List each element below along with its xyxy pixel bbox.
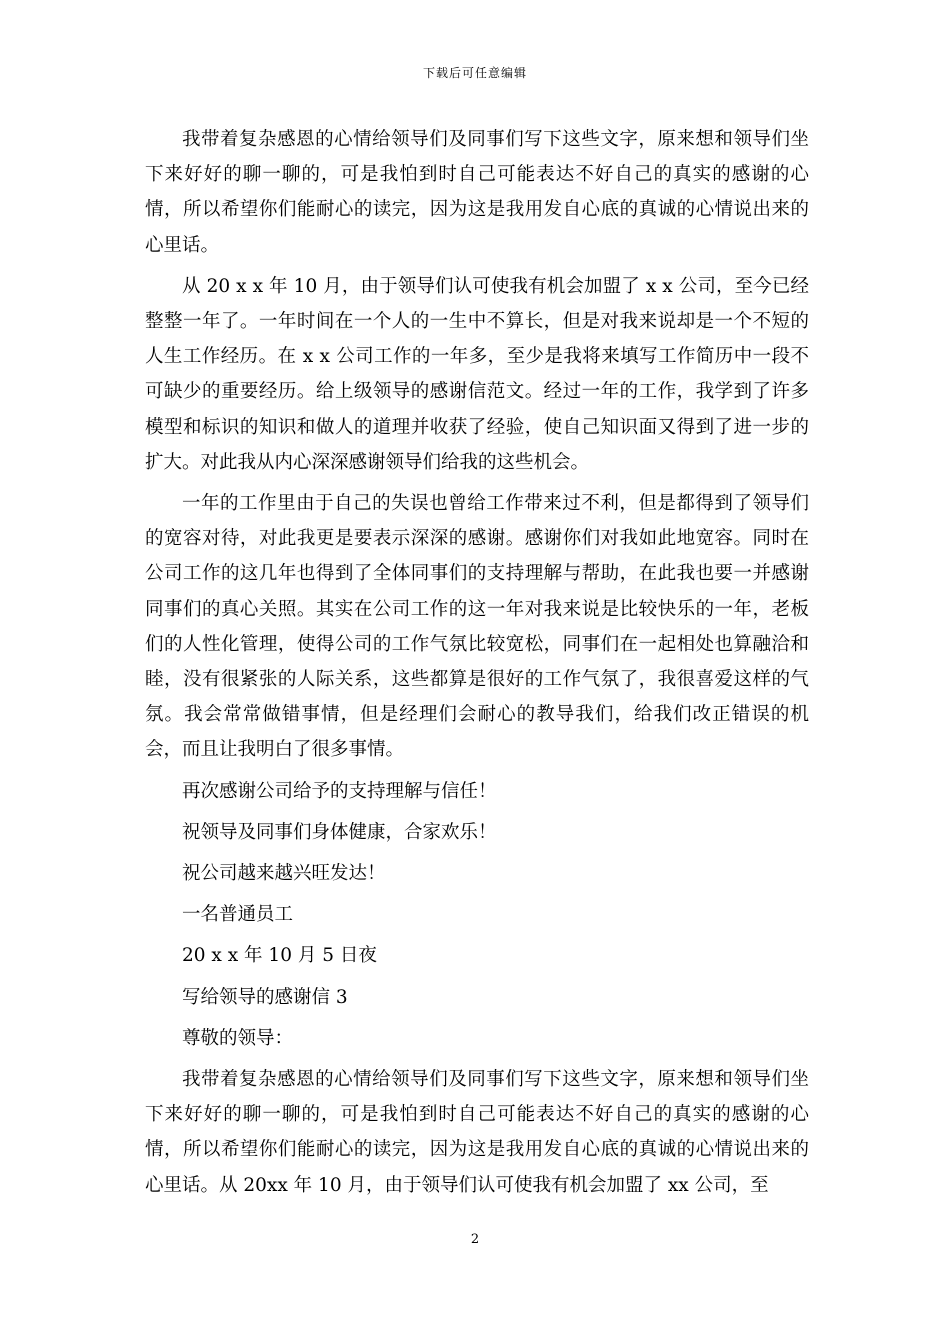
salutation: 尊敬的领导：	[182, 1027, 294, 1049]
signature: 一名普通员工	[182, 904, 294, 926]
page-number: 2	[470, 1232, 480, 1247]
paragraph-1: 我带着复杂感恩的心情给领导们及同事们写下这些文字，原来想和领导们坐下来好好的聊一聊的，可是我怕到时自己可能表达不好自己的真实的感谢的心情，所以希望你们能耐心的读完，因为这是我用发自心底的真诚的心情说出来的心里话。	[145, 129, 809, 256]
page-header: 下载后可任意编辑	[422, 66, 527, 80]
document-body	[145, 122, 809, 1209]
paragraph-3: 一年的工作里由于自己的失误也曾给工作带来过不利，但是都得到了领导们的宽容对待，对此我更是要表示深深的感谢。感谢你们对我如此地宽容。同时在公司工作的这几年也得到了全体同事们的支持理解与帮助，在此我也要一并感谢同事们的真心关照。其实在公司工作的这一年对我来说是比较快乐的一年，老板们的人性化管理，使得公司的工作气氛比较宽松，同事们在一起相处也算融洽和睦，没有很紧张的人际关系，这些都算是很好的工作气氛了，我很喜爱这样的气氛。我会常常做错事情，但是经理们会耐心的教导我们，给我们改正错误的机会，而且让我明白了很多事情。	[145, 493, 809, 761]
paragraph-4: 我带着复杂感恩的心情给领导们及同事们写下这些文字，原来想和领导们坐下来好好的聊一聊的，可是我怕到时自己可能表达不好自己的真实的感谢的心情，所以希望你们能耐心的读完，因为这是我用发自心底的真诚的心情说出来的心里话。从 20xx 年 10 月，由于领导们认可使我有机会加盟了 xx 公司，至	[145, 1069, 809, 1196]
closing-wish-line-2: 祝公司越来越兴旺发达！	[182, 863, 386, 885]
section-title: 写给领导的感谢信 3	[182, 986, 348, 1008]
closing-thanks-line: 再次感谢公司给予的支持理解与信任！	[182, 780, 497, 802]
paragraph-2: 从 20 x x 年 10 月，由于领导们认可使我有机会加盟了 x x 公司，至今已经整整一年了。一年时间在一个人的一生中不算长，但是对我来说却是一个不短的人生工作经历。在 x x 公司工作的一年多，至少是我将来填写工作简历中一段不可缺少的重要经历。给上级领导的感谢信范文。经过一年的工作，我学到了许多模型和标识的知识和做人的道理并收获了经验，使自己知识面又得到了进一步的扩大。对此我从内心深深感谢领导们给我的这些机会。	[145, 275, 809, 473]
letter-date: 20 x x 年 10 月 5 日夜	[182, 945, 377, 967]
closing-wish-line-1: 祝领导及同事们身体健康，合家欢乐！	[182, 821, 497, 843]
